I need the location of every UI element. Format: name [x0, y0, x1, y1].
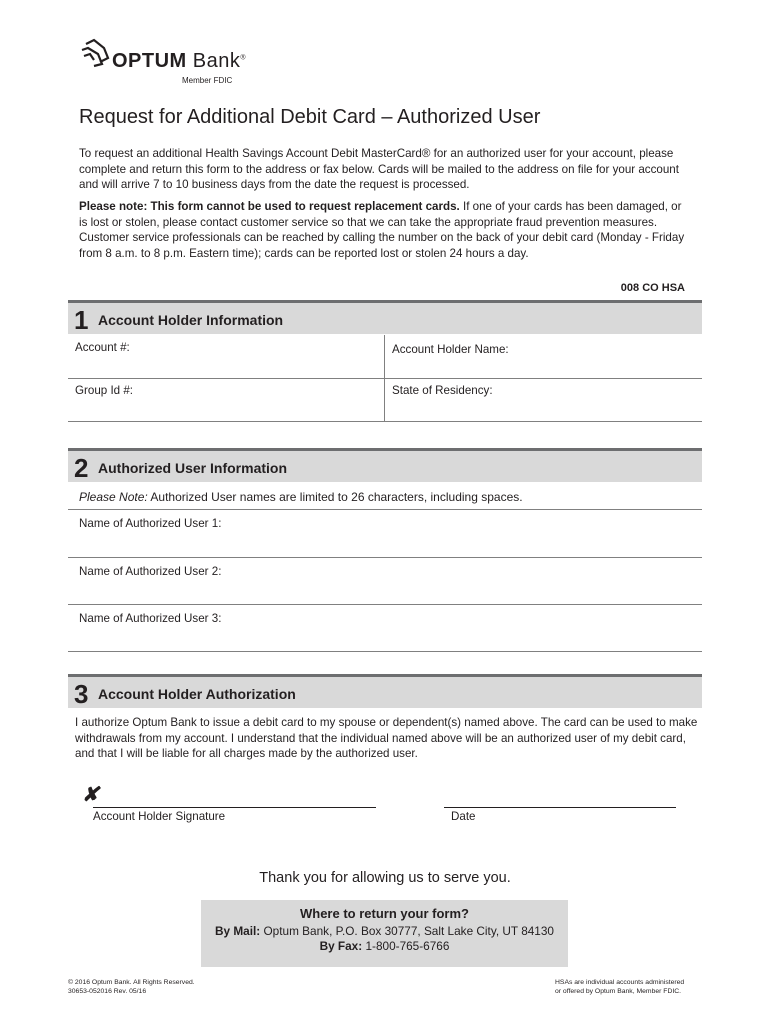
account-number-label: Account #:	[75, 341, 130, 354]
section-1-title: Account Holder Information	[98, 312, 284, 328]
optum-bank-logo	[78, 38, 258, 88]
signature-mark-icon: ✘	[82, 784, 99, 806]
signature-line	[93, 807, 376, 808]
section-1-header	[68, 300, 702, 334]
note-paragraph	[79, 199, 691, 261]
return-mail-address: Optum Bank, P.O. Box 30777, Salt Lake City, UT 84130	[260, 924, 554, 938]
account-holder-signature-label: Account Holder Signature	[93, 810, 226, 823]
footer-copyright: © 2016 Optum Bank. All Rights Reserved.	[68, 979, 195, 986]
logo-registered: ®	[240, 54, 247, 62]
section-2-header	[68, 448, 702, 482]
intro-paragraph: To request an additional Health Savings Account Debit MasterCard® for an authorized user for your account, please complete and return this form to the address or fax below. Cards will be mailed to the address on file for your account and will arrive 7 to 10 business days from the date the request is processed.	[79, 147, 679, 192]
authorized-user-1-label: Name of Authorized User 1:	[79, 517, 222, 530]
authorized-user-note-label: Please Note:	[79, 490, 148, 504]
authorized-user-1-line	[68, 557, 702, 558]
authorized-user-note-text: Authorized User names are limited to 26 characters, including spaces.	[147, 490, 523, 504]
thank-you-text: Thank you for allowing us to serve you.	[259, 870, 511, 886]
return-title: Where to return your form?	[299, 906, 469, 921]
return-info-box	[201, 900, 568, 967]
section-2-note-rule	[68, 509, 702, 510]
note-bold: Please note: This form cannot be used to request replacement cards.	[79, 200, 460, 213]
authorization-text: I authorize Optum Bank to issue a debit card to my spouse or dependent(s) named above. The card can be used to make withdrawals from my account. I understand that the individual named above will be an authorized user of my debit card, and that I will be liable for all charges made by the authorized user.	[75, 716, 698, 761]
return-fax-line	[201, 939, 568, 953]
form-code: 008 CO HSA	[620, 282, 685, 294]
state-of-residency-label: State of Residency:	[392, 384, 493, 397]
authorized-user-2-label: Name of Authorized User 2:	[79, 565, 222, 578]
authorized-user-2-line	[68, 604, 702, 605]
note-rest: If one of your cards has been damaged, or is lost or stolen, please contact customer service so that we can take the appropriate fraud prevention measures. Customer service professionals can be reached by calling the number on the back of your debit card (Monday - Friday from 8 a.m. to 8 p.m. Eastern time); cards can be reported lost or stolen 24 hours a day.	[79, 200, 685, 260]
section-3-header	[68, 674, 702, 708]
account-holder-name-label: Account Holder Name:	[392, 343, 509, 356]
section-1-bottom-rule	[68, 421, 702, 422]
section-2-title: Authorized User Information	[98, 460, 288, 476]
authorized-user-note	[79, 490, 523, 504]
footer-hsa-line-1: HSAs are individual accounts administered	[555, 979, 685, 986]
group-id-label: Group Id #:	[75, 384, 134, 397]
return-fax-number: 1-800-765-6766	[362, 939, 450, 953]
footer-right	[555, 978, 684, 996]
date-line	[444, 807, 676, 808]
authorized-user-3-line	[68, 651, 702, 652]
logo-bank: Bank	[192, 50, 241, 72]
return-fax-label: By Fax:	[319, 939, 363, 953]
section-3-title: Account Holder Authorization	[98, 686, 296, 702]
date-label: Date	[451, 810, 476, 823]
section-2-number: 2	[74, 453, 89, 483]
logo-member-fdic: Member FDIC	[182, 76, 233, 85]
logo-wordmark	[112, 50, 246, 73]
return-mail-label: By Mail:	[214, 924, 261, 938]
section-1-number: 1	[74, 305, 89, 335]
footer-form-code: 30653-052016 Rev. 05/16	[68, 988, 147, 995]
form-title: Request for Additional Debit Card – Authorized User	[79, 106, 541, 128]
optum-logo-mark-icon	[78, 38, 110, 70]
footer-left	[68, 978, 195, 996]
return-mail-line	[201, 924, 568, 938]
footer-hsa-line-2: or offered by Optum Bank, Member FDIC.	[555, 988, 682, 995]
section-1-row-rule	[68, 378, 702, 379]
authorized-user-3-label: Name of Authorized User 3:	[79, 612, 222, 625]
section-3-number: 3	[74, 679, 89, 709]
logo-brand: OPTUM	[112, 50, 187, 72]
